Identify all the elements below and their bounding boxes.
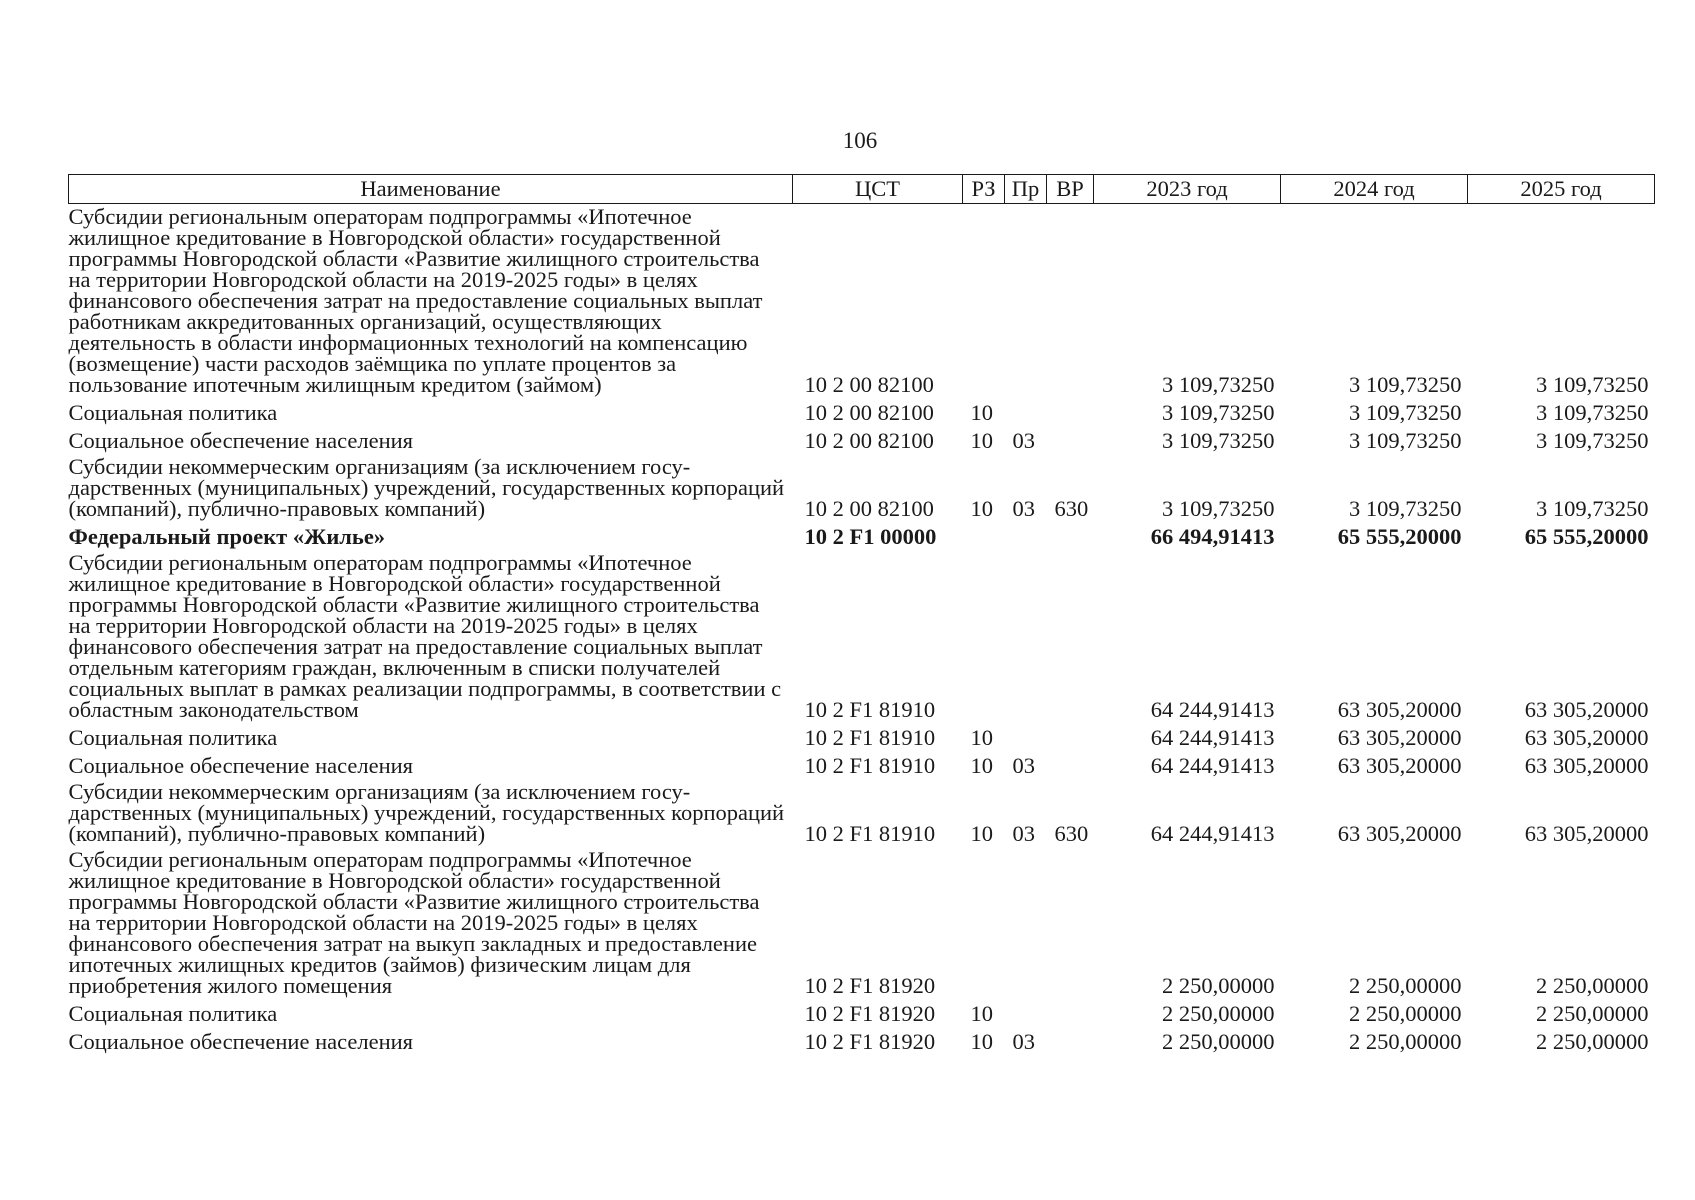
- cell-vr: [1047, 723, 1094, 751]
- cell-2024: 2 250,00000: [1349, 1029, 1462, 1054]
- cell-2024: 2 250,00000: [1349, 1001, 1462, 1026]
- budget-table: [68, 174, 1655, 1055]
- cell-2023: 64 244,91413: [1150, 697, 1275, 722]
- header-vr: ВР: [1047, 175, 1094, 204]
- cell-2023: 3 109,73250: [1162, 400, 1275, 425]
- table-row: [69, 398, 1655, 426]
- cell-vr: 630: [1054, 496, 1089, 521]
- cell-cst: 10 2 F1 81910: [804, 725, 936, 750]
- cell-rz: [963, 204, 1005, 399]
- cell-2025: 3 109,73250: [1536, 372, 1649, 397]
- cell-pr: [1005, 550, 1047, 723]
- cell-name: Федеральный проект «Жилье»: [68, 524, 386, 549]
- cell-rz: 10: [970, 1029, 993, 1054]
- table-row: [69, 204, 1655, 399]
- header-pr: Пр: [1005, 175, 1047, 204]
- table-row: [69, 779, 1655, 847]
- cell-vr: [1047, 751, 1094, 779]
- cell-2025: 63 305,20000: [1524, 725, 1649, 750]
- cell-2024: 63 305,20000: [1337, 697, 1462, 722]
- cell-rz: 10: [970, 821, 993, 846]
- header-2023: 2023 год: [1094, 175, 1281, 204]
- cell-2024: 3 109,73250: [1349, 372, 1462, 397]
- cell-pr: 03: [1012, 428, 1035, 453]
- cell-cst: 10 2 00 82100: [804, 372, 934, 397]
- header-cst: ЦСТ: [793, 175, 963, 204]
- table-header-row: [69, 175, 1655, 204]
- cell-2025: 3 109,73250: [1536, 428, 1649, 453]
- cell-pr: [1005, 398, 1047, 426]
- cell-2023: 3 109,73250: [1162, 428, 1275, 453]
- cell-rz: 10: [970, 496, 993, 521]
- cell-name: Субсидии региональным операторам подпрограммы «Ипотечное жилищное кредитование в Новгородской области» государственной программы Новгородской области «Развитие жилищного строительства на территории Новгородской области на 2019-2025 годы» в целях финансового обеспечения затрат на предоставление социальных выплат отдельным категориям граждан, включенным в списки получателей социальных выплат в рамках реализации подпрограммы, в соответствии с областным законодательством: [68, 550, 782, 722]
- cell-2025: 2 250,00000: [1536, 1029, 1649, 1054]
- header-name: Наименование: [69, 175, 793, 204]
- cell-2025: 63 305,20000: [1524, 697, 1649, 722]
- cell-pr: 03: [1012, 821, 1035, 846]
- table-row: [69, 550, 1655, 723]
- header-2025: 2025 год: [1468, 175, 1655, 204]
- cell-rz: [963, 550, 1005, 723]
- cell-2023: 66 494,91413: [1150, 524, 1275, 549]
- cell-2023: 3 109,73250: [1162, 496, 1275, 521]
- cell-vr: [1047, 522, 1094, 550]
- cell-2024: 65 555,20000: [1337, 524, 1462, 549]
- cell-pr: [1005, 847, 1047, 999]
- cell-name: Субсидии региональным операторам подпрограммы «Ипотечное жилищное кредитование в Новгородской области» государственной программы Новгородской области «Развитие жилищного строительства на территории Новгородской области на 2019-2025 годы» в целях финансового обеспечения затрат на выкуп закладных и предоставление ипотечных жилищных кредитов (займов) физическим лицам для приобретения жилого помещения: [68, 847, 760, 998]
- cell-name: Субсидии региональным операторам подпрограммы «Ипотечное жилищное кредитование в Новгородской области» государственной программы Новгородской области «Развитие жилищного строительства на территории Новгородской области на 2019-2025 годы» в целях финансового обеспечения затрат на предоставление социальных выплат работникам аккредитованных организаций, осуществляющих деятельность в области информационных технологий на компенсацию (возмещение) части расходов заёмщика по уплате процентов за пользование ипотечным жилищным кредитом (займом): [68, 204, 763, 397]
- cell-2024: 63 305,20000: [1337, 753, 1462, 778]
- cell-name: Социальная политика: [68, 1001, 278, 1026]
- table-row: [69, 847, 1655, 999]
- cell-cst: 10 2 F1 81920: [804, 973, 936, 998]
- cell-rz: 10: [970, 753, 993, 778]
- table-row: [69, 522, 1655, 550]
- cell-pr: 03: [1012, 753, 1035, 778]
- cell-rz: 10: [970, 1001, 993, 1026]
- cell-cst: 10 2 00 82100: [804, 496, 934, 521]
- cell-vr: [1047, 204, 1094, 399]
- cell-2023: 2 250,00000: [1162, 973, 1275, 998]
- cell-2024: 3 109,73250: [1349, 496, 1462, 521]
- cell-2023: 3 109,73250: [1162, 372, 1275, 397]
- cell-cst: 10 2 F1 81910: [804, 753, 936, 778]
- cell-vr: [1047, 398, 1094, 426]
- cell-2023: 64 244,91413: [1150, 821, 1275, 846]
- cell-cst: 10 2 F1 81910: [804, 821, 936, 846]
- cell-name: Социальная политика: [68, 400, 278, 425]
- cell-2024: 63 305,20000: [1337, 725, 1462, 750]
- cell-name: Субсидии некоммерческим организациям (за исключением государственных (муниципальных) учреждений, государственных корпораций (компаний), публично-правовых компаний): [68, 779, 785, 846]
- table-body: [69, 204, 1655, 1056]
- table-row: [69, 1027, 1655, 1055]
- cell-rz: 10: [970, 428, 993, 453]
- cell-pr: [1005, 204, 1047, 399]
- header-rz: РЗ: [963, 175, 1005, 204]
- cell-2025: 3 109,73250: [1536, 400, 1649, 425]
- table-row: [69, 999, 1655, 1027]
- cell-rz: 10: [970, 400, 993, 425]
- cell-pr: 03: [1012, 1029, 1035, 1054]
- cell-2025: 65 555,20000: [1524, 524, 1649, 549]
- cell-2024: 2 250,00000: [1349, 973, 1462, 998]
- cell-vr: [1047, 550, 1094, 723]
- cell-vr: [1047, 999, 1094, 1027]
- table-row: [69, 723, 1655, 751]
- cell-2023: 64 244,91413: [1150, 753, 1275, 778]
- cell-cst: 10 2 00 82100: [804, 400, 934, 425]
- cell-2024: 3 109,73250: [1349, 400, 1462, 425]
- table-row: [69, 751, 1655, 779]
- cell-vr: [1047, 1027, 1094, 1055]
- cell-2025: 2 250,00000: [1536, 973, 1649, 998]
- cell-cst: 10 2 F1 81910: [804, 697, 936, 722]
- cell-rz: [963, 847, 1005, 999]
- cell-2025: 3 109,73250: [1536, 496, 1649, 521]
- cell-vr: [1047, 426, 1094, 454]
- table-row: [69, 426, 1655, 454]
- cell-cst: 10 2 00 82100: [804, 428, 934, 453]
- cell-cst: 10 2 F1 81920: [804, 1001, 936, 1026]
- cell-2023: 2 250,00000: [1162, 1001, 1275, 1026]
- cell-pr: [1005, 999, 1047, 1027]
- cell-pr: [1005, 723, 1047, 751]
- cell-2025: 63 305,20000: [1524, 821, 1649, 846]
- cell-cst: 10 2 F1 00000: [804, 524, 937, 549]
- cell-rz: 10: [970, 725, 993, 750]
- cell-name: Социальное обеспечение населения: [68, 753, 414, 778]
- table-row: [69, 454, 1655, 522]
- cell-cst: 10 2 F1 81920: [804, 1029, 936, 1054]
- cell-name: Социальное обеспечение населения: [68, 1029, 414, 1054]
- cell-vr: 630: [1054, 821, 1089, 846]
- cell-pr: [1005, 522, 1047, 550]
- cell-2023: 2 250,00000: [1162, 1029, 1275, 1054]
- header-2024: 2024 год: [1281, 175, 1468, 204]
- page-number: 106: [842, 128, 878, 153]
- cell-name: Субсидии некоммерческим организациям (за исключением государственных (муниципальных) учреждений, государственных корпораций (компаний), публично-правовых компаний): [68, 454, 785, 521]
- cell-2023: 64 244,91413: [1150, 725, 1275, 750]
- cell-pr: 03: [1012, 496, 1035, 521]
- cell-2025: 63 305,20000: [1524, 753, 1649, 778]
- cell-2024: 63 305,20000: [1337, 821, 1462, 846]
- cell-2025: 2 250,00000: [1536, 1001, 1649, 1026]
- cell-name: Социальное обеспечение населения: [68, 428, 414, 453]
- cell-name: Социальная политика: [68, 725, 278, 750]
- cell-2024: 3 109,73250: [1349, 428, 1462, 453]
- cell-vr: [1047, 847, 1094, 999]
- cell-rz: [963, 522, 1005, 550]
